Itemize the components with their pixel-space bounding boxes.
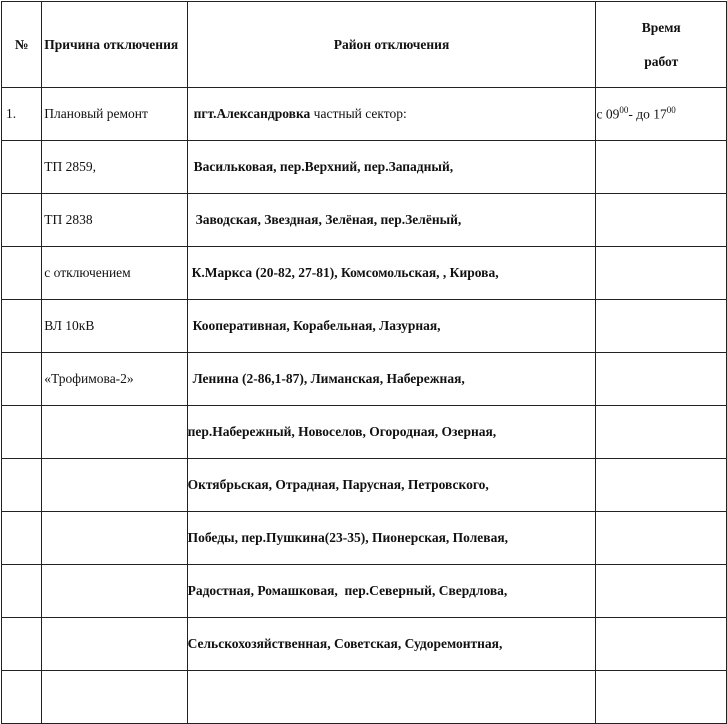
area-description: частный сектор: (310, 106, 407, 121)
row-area: Заводская, Звездная, Зелёная, пер.Зелёный, (187, 194, 596, 247)
table-row (2, 300, 727, 353)
row-area: Кооперативная, Корабельная, Лазурная, (187, 300, 596, 353)
header-time-line1: Время (641, 19, 681, 35)
row-reason: Плановый ремонт (42, 88, 187, 141)
row-area: пер.Набережный, Новоселов, Огородная, Озерная, (187, 406, 596, 459)
time-from-minutes: 00 (619, 105, 629, 116)
table-row (2, 353, 727, 406)
table-row (2, 194, 727, 247)
table-row (2, 512, 727, 565)
row-reason: с отключением (42, 247, 187, 300)
table-header-row (2, 2, 727, 88)
row-num: 1. (2, 88, 42, 141)
table-row (2, 671, 727, 724)
table-row (2, 406, 727, 459)
time-to-minutes: 00 (666, 105, 676, 116)
time-to: - до 17 (628, 106, 667, 122)
row-area: Сельскохозяйственная, Советская, Судоремонтная, (187, 618, 596, 671)
row-time (596, 88, 727, 141)
row-area: Васильковая, пер.Верхний, пер.Западный, (187, 141, 596, 194)
header-area: Район отключения (187, 2, 596, 88)
outage-table (1, 1, 727, 724)
header-num: № (2, 2, 42, 88)
row-area: Октябрьская, Отрадная, Парусная, Петровского, (187, 459, 596, 512)
row-reason: «Трофимова-2» (42, 353, 187, 406)
table-row (2, 565, 727, 618)
header-time (596, 2, 727, 88)
header-time-line2: работ (644, 53, 679, 69)
row-area (187, 88, 596, 141)
table-row (2, 247, 727, 300)
area-settlement: пгт.Александровка (193, 106, 311, 121)
row-area: К.Маркса (20-82, 27-81), Комсомольская, , Кирова, (187, 247, 596, 300)
table-row (2, 88, 727, 141)
row-reason: ТП 2838 (42, 194, 187, 247)
row-area: Радостная, Ромашковая, пер.Северный, Свердлова, (187, 565, 596, 618)
row-area: Победы, пер.Пушкина(23-35), Пионерская, Полевая, (187, 512, 596, 565)
table-row (2, 141, 727, 194)
time-from: с 09 (596, 106, 620, 122)
row-reason: ВЛ 10кВ (42, 300, 187, 353)
table-row (2, 459, 727, 512)
header-reason: Причина отключения (42, 2, 187, 88)
row-area: Ленина (2-86,1-87), Лиманская, Набережная, (187, 353, 596, 406)
table-row (2, 618, 727, 671)
row-reason: ТП 2859, (42, 141, 187, 194)
